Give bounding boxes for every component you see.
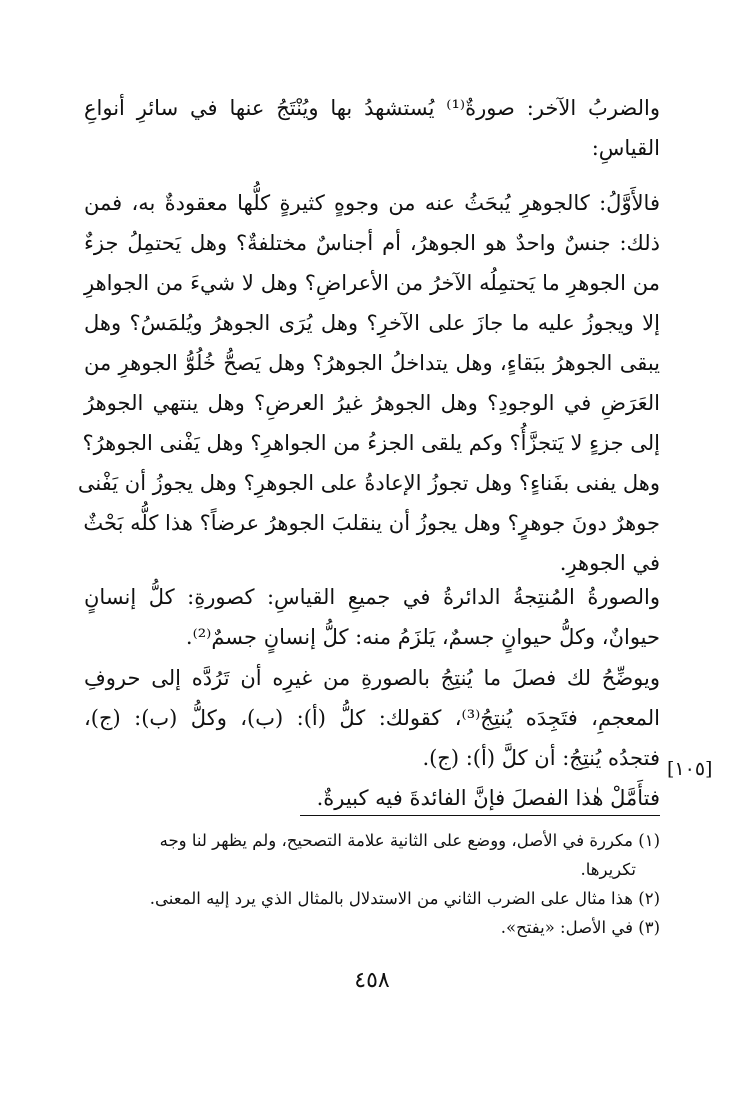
footnotes xyxy=(84,826,660,942)
text-line: فتجدُه يُنتِجُ: أن كلَّ (أ): (ج). xyxy=(422,746,660,770)
text-line: يبقى الجوهرُ ببَقاءٍ، وهل يتداخلُ الجوهرُ؟ وهل يَصحُّ خُلُوُّ الجوهرِ من xyxy=(84,351,660,375)
footnote-1: (١) مكررة في الأصل، ووضع على الثانية علامة التصحيح، ولم يظهر لنا وجه xyxy=(159,831,660,850)
text-line: ويوضِّحُ لك فصلَ ما يُنتِجُ بالصورةِ من غيرِه أن تَرُدَّه إلى حروفِ xyxy=(84,666,660,690)
text-line: ذلك: جنسٌ واحدٌ هو الجوهرُ، أم أجناسٌ مختلفةٌ؟ وهل يَحتمِلُ جزءٌ xyxy=(84,231,660,255)
text-line: حيوانٌ، وكلُّ حيوانٍ جسمٌ، يَلزَمُ منه: كلُّ إنسانٍ جسمٌ⁽²⁾. xyxy=(185,625,660,649)
paragraph-productive-form xyxy=(84,577,660,657)
footnote-2: (٢) هذا مثال على الضرب الثاني من الاستدلال بالمثال الذي يرد إليه المعنى. xyxy=(149,889,660,908)
paragraph-letters-example xyxy=(84,658,660,818)
text-line: إلا ويجوزُ عليه ما جازَ على الآخرِ؟ وهل يُرَى الجوهرُ ويُلمَسُ؟ وهل xyxy=(84,311,660,335)
text-line: وهل يفنى بفَناءٍ؟ وهل تجوزُ الإعادةُ على الجوهرِ؟ وهل يجوزُ أن يَفْنى xyxy=(77,471,660,495)
text-line: فتأَمَّلْ هٰذا الفصلَ فإنَّ الفائدةَ فيه كبيرةٌ. xyxy=(316,786,660,810)
margin-folio-number: [١٠٥] xyxy=(667,758,713,780)
paragraph-first-type xyxy=(77,183,660,583)
text-line: المعجمِ، فتَجِدَه يُنتِجُ⁽³⁾، كقولك: كلُّ (أ): (ب)، وكلُّ (ب): (ج)، xyxy=(84,706,660,730)
text-line: والضربُ الآخر: صورةٌ⁽¹⁾ يُستشهدُ بها ويُنْتَجُ عنها في سائرِ أنواعِ xyxy=(84,96,661,120)
text-line: إلى جزءٍ لا يَتجزَّأُ؟ وكم يلقى الجزءُ من الجواهرِ؟ وهل يَفْنى الجوهرُ؟ xyxy=(82,431,660,455)
page-number: ٤٥٨ xyxy=(354,968,390,993)
text-line: فالأَوَّلُ: كالجوهرِ يُبحَثُ عنه من وجوهٍ كثيرةٍ كلُّها معقودةٌ به، فمن xyxy=(84,191,660,215)
text-line: القياسِ: xyxy=(591,136,660,160)
footnote-1-continuation: تكريرها. xyxy=(580,860,636,879)
footnote-3: (٣) في الأصل: «يفتح». xyxy=(500,918,660,937)
paragraph-intro xyxy=(84,88,660,168)
text-line: في الجوهرِ. xyxy=(559,551,660,575)
text-line: والصورةُ المُنتِجةُ الدائرةُ في جميعِ القياسِ: كصورةِ: كلُّ إنسانٍ xyxy=(84,585,660,609)
text-line: جوهرٌ دونَ جوهرٍ؟ وهل يجوزُ أن ينقلبَ الجوهرُ عرضاً؟ هذا كلُّه بَحْثٌ xyxy=(83,511,660,535)
text-line: من الجوهرِ ما يَحتمِلُه الآخرُ من الأعراضِ؟ وهل لا شيءَ من الجواهرِ xyxy=(84,271,660,295)
text-line: العَرَضِ في الوجودِ؟ وهل الجوهرُ غيرُ العرضِ؟ وهل ينتهي الجوهرُ xyxy=(84,391,660,415)
footnote-separator xyxy=(300,815,660,816)
